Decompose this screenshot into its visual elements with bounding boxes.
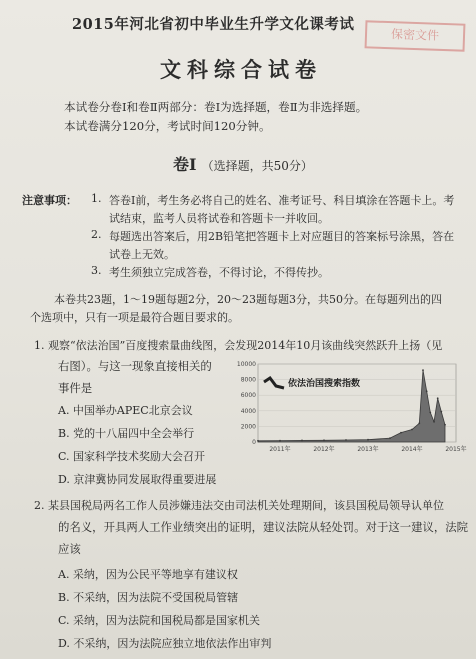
data-point xyxy=(389,437,391,439)
data-point xyxy=(323,439,325,441)
notes-heading: 注意事项： xyxy=(22,194,77,207)
x-tick-label: 2015年 xyxy=(445,446,467,453)
note-number: 3. xyxy=(91,264,102,277)
data-point xyxy=(367,439,369,441)
q1-option-d: D. 京津冀协同发展取得重要进展 xyxy=(58,473,217,486)
q2-option-d: D. 不采纳，因为法院应独立地依法作出审判 xyxy=(58,637,272,650)
note-number: 1. xyxy=(91,192,102,205)
data-point xyxy=(437,397,439,399)
y-tick-label: 6000 xyxy=(240,392,256,400)
chart-title: 依法治国搜索指数 xyxy=(288,379,361,389)
data-point xyxy=(279,440,281,442)
search-volume-chart xyxy=(228,356,467,460)
note-line: 试结束，监考人员将试卷和答题卡一并收回。 xyxy=(109,212,329,225)
note-line: 考生须独立完成答卷，不得讨论，不得传抄。 xyxy=(109,266,329,279)
data-point xyxy=(418,422,420,424)
chart-canvas xyxy=(228,356,467,460)
section-title: 卷Ⅰ xyxy=(173,155,197,174)
q2-option-a: A. 采纳，因为公民平等地享有建议权 xyxy=(58,568,238,581)
q1-option-b: B. 党的十八届四中全会举行 xyxy=(58,427,195,440)
exam-title: 2015年河北省初中毕业生升学文化课考试 xyxy=(72,16,355,33)
data-point xyxy=(400,432,402,434)
q2-option-c: C. 采纳，因为法院和国税局都是国家机关 xyxy=(58,614,261,627)
note-number: 2. xyxy=(91,228,102,241)
y-tick-label: 2000 xyxy=(240,423,256,431)
x-tick-label: 2013年 xyxy=(357,446,379,453)
q2-option-b: B. 不采纳，因为法院不受国税局管辖 xyxy=(58,591,239,604)
q2-stem-line: 的名义，开具两人工作业绩突出的证明，建议法院从轻处罚。对于这一建议，法院 xyxy=(58,520,469,534)
q1-stem-line: 1. 观察“依法治国”百度搜索量曲线图，会发现2014年10月该曲线突然跃升上扬（见 xyxy=(34,339,443,352)
note-line: 试卷上无效。 xyxy=(109,248,175,261)
y-tick-label: 10000 xyxy=(236,361,256,368)
data-point xyxy=(345,439,347,441)
data-point xyxy=(411,429,413,431)
data-point xyxy=(426,390,428,392)
data-point xyxy=(440,411,442,413)
scope-line-1: 本卷共23题，1～19题每题2分，20～23题每题3分，共50分。在每题列出的四 xyxy=(54,293,442,306)
x-tick-label: 2014年 xyxy=(401,446,423,453)
section-subtitle: （选择题，共50分） xyxy=(201,159,313,173)
note-line: 每题选出答案后，用2B铅笔把答题卡上对应题目的答案标号涂黑，答在 xyxy=(109,230,455,243)
section-heading xyxy=(173,152,313,175)
x-tick-label: 2011年 xyxy=(269,446,291,453)
q1-option-c: C. 国家科学技术奖励大会召开 xyxy=(58,450,206,463)
data-point xyxy=(433,421,435,423)
intro-line-2: 本试卷满分120分，考试时间120分钟。 xyxy=(64,119,271,133)
intro-line-1: 本试卷分卷Ⅰ和卷Ⅱ两部分：卷Ⅰ为选择题，卷Ⅱ为非选择题。 xyxy=(64,100,368,114)
q1-stem-line: 右图）。与这一现象直接相关的 xyxy=(58,359,212,373)
x-tick-label: 2012年 xyxy=(313,446,335,453)
data-point xyxy=(301,440,303,442)
q2-stem-line: 应该 xyxy=(58,542,81,556)
q1-stem-line: 事件是 xyxy=(58,381,93,395)
note-line: 答卷Ⅰ前，考生务必将自己的姓名、准考证号、科目填涂在答题卡上。考 xyxy=(109,194,455,207)
q1-option-a: A. 中国举办APEC北京会议 xyxy=(58,404,193,417)
data-point xyxy=(257,440,259,442)
y-tick-label: 8000 xyxy=(240,376,256,384)
q2-stem-line: 2. 某县国税局两名工作人员涉嫌违法交由司法机关处理期间，该县国税局领导认单位 xyxy=(34,499,444,512)
y-tick-label: 4000 xyxy=(240,407,256,415)
data-point xyxy=(422,369,424,371)
data-point xyxy=(429,412,431,414)
confidential-stamp: 保密文件 xyxy=(365,20,466,51)
data-point xyxy=(444,424,446,426)
subject-title: 文科综合试卷 xyxy=(160,57,322,82)
scope-line-2: 个选项中，只有一项是最符合题目要求的。 xyxy=(30,311,239,324)
y-tick-label: 0 xyxy=(252,439,256,446)
